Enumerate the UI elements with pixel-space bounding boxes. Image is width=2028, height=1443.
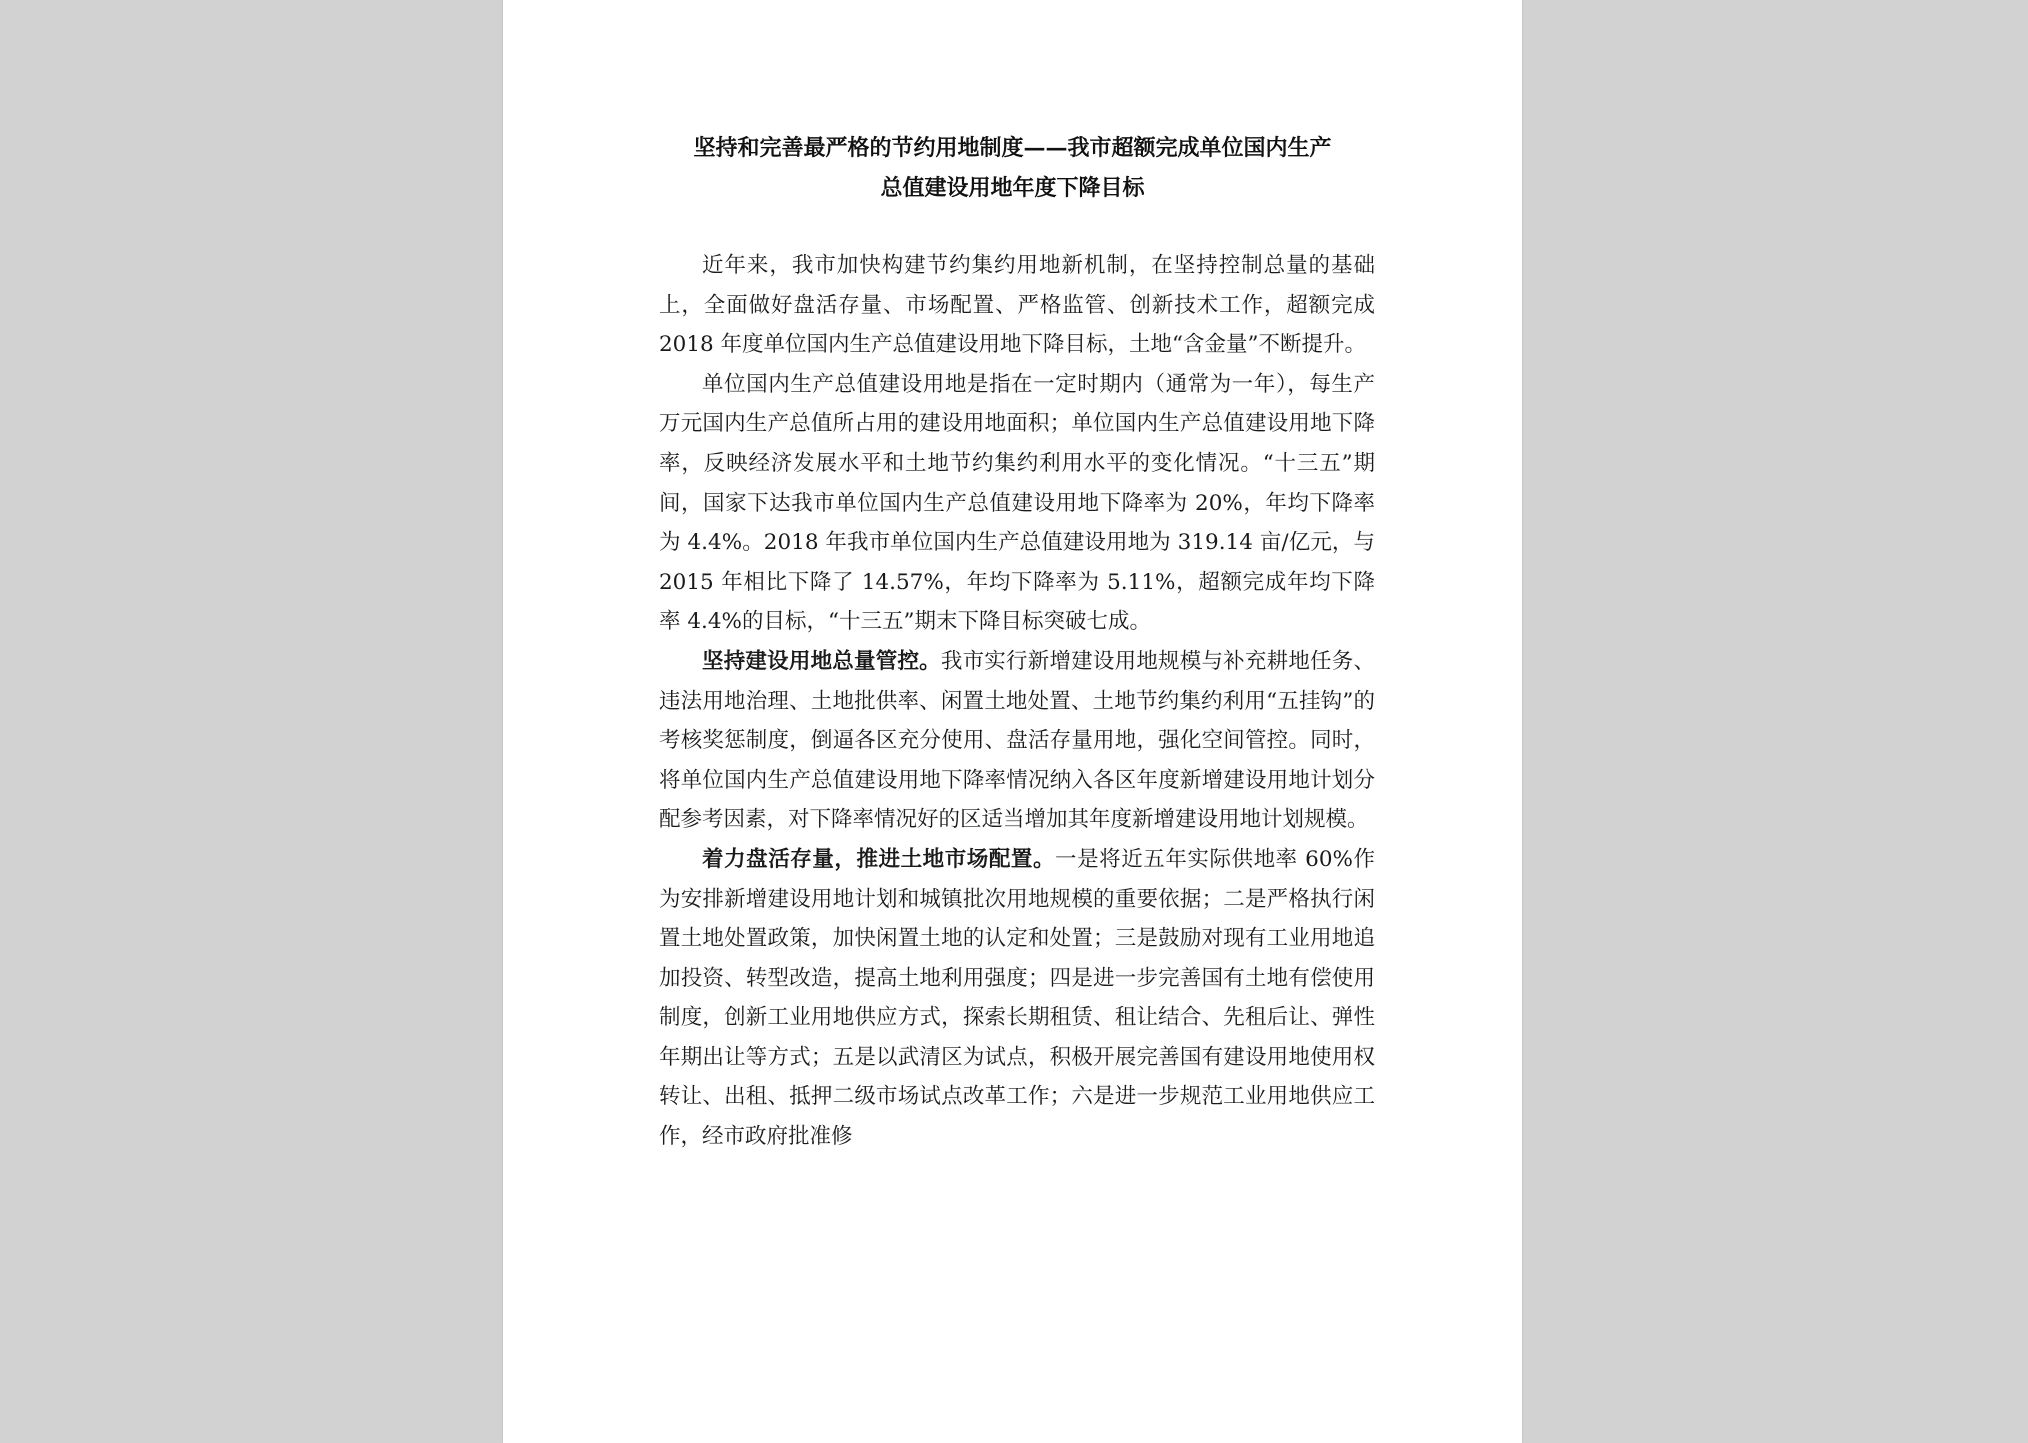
article-body	[659, 246, 1375, 1157]
paragraph-1	[659, 246, 1375, 365]
paragraph-lead: 坚持建设用地总量管控。	[702, 648, 941, 674]
paragraph-text: 单位国内生产总值建设用地是指在一定时期内（通常为一年），每生产万元国内生产总值所占用的建设用地面积；单位国内生产总值建设用地下降率，反映经济发展水平和土地节约集约利用水平的变化情况。“十三五”期间，国家下达我市单位国内生产总值建设用地下降率为 20%，年均下降率为 4.4%。2018 年我市单位国内生产总值建设用地为 319.14 亩/亿元，与 2015 年相比下降了 14.57%，年均下降率为 5.11%，超额完成年均下降率 4.4%的目标，“十三五”期末下降目标突破七成。	[659, 371, 1375, 635]
paragraph-lead: 着力盘活存量，推进土地市场配置。	[702, 846, 1056, 872]
page-title	[503, 128, 1522, 208]
paragraph-2	[659, 365, 1375, 642]
title-line-1: 坚持和完善最严格的节约用地制度——我市超额完成单位国内生产	[693, 135, 1332, 161]
title-line-2: 总值建设用地年度下降目标	[880, 175, 1145, 201]
document-page	[503, 0, 1522, 1443]
paragraph-text: 一是将近五年实际供地率 60%作为安排新增建设用地计划和城镇批次用地规模的重要依据；二是严格执行闲置土地处置政策，加快闲置土地的认定和处置；三是鼓励对现有工业用地追加投资、转型改造，提高土地利用强度；四是进一步完善国有土地有偿使用制度，创新工业用地供应方式，探索长期租赁、租让结合、先租后让、弹性年期出让等方式；五是以武清区为试点，积极开展完善国有建设用地使用权转让、出租、抵押二级市场试点改革工作；六是进一步规范工业用地供应工作，经市政府批准修	[659, 846, 1375, 1150]
paragraph-4	[659, 840, 1375, 1157]
paragraph-text: 我市实行新增建设用地规模与补充耕地任务、违法用地治理、土地批供率、闲置土地处置、土地节约集约利用“五挂钩”的考核奖惩制度，倒逼各区充分使用、盘活存量用地，强化空间管控。同时，将单位国内生产总值建设用地下降率情况纳入各区年度新增建设用地计划分配参考因素，对下降率情况好的区适当增加其年度新增建设用地计划规模。	[659, 648, 1375, 833]
paragraph-text: 近年来，我市加快构建节约集约用地新机制，在坚持控制总量的基础上，全面做好盘活存量、市场配置、严格监管、创新技术工作，超额完成 2018 年度单位国内生产总值建设用地下降目标，土地“含金量”不断提升。	[659, 253, 1375, 358]
paragraph-3	[659, 642, 1375, 840]
